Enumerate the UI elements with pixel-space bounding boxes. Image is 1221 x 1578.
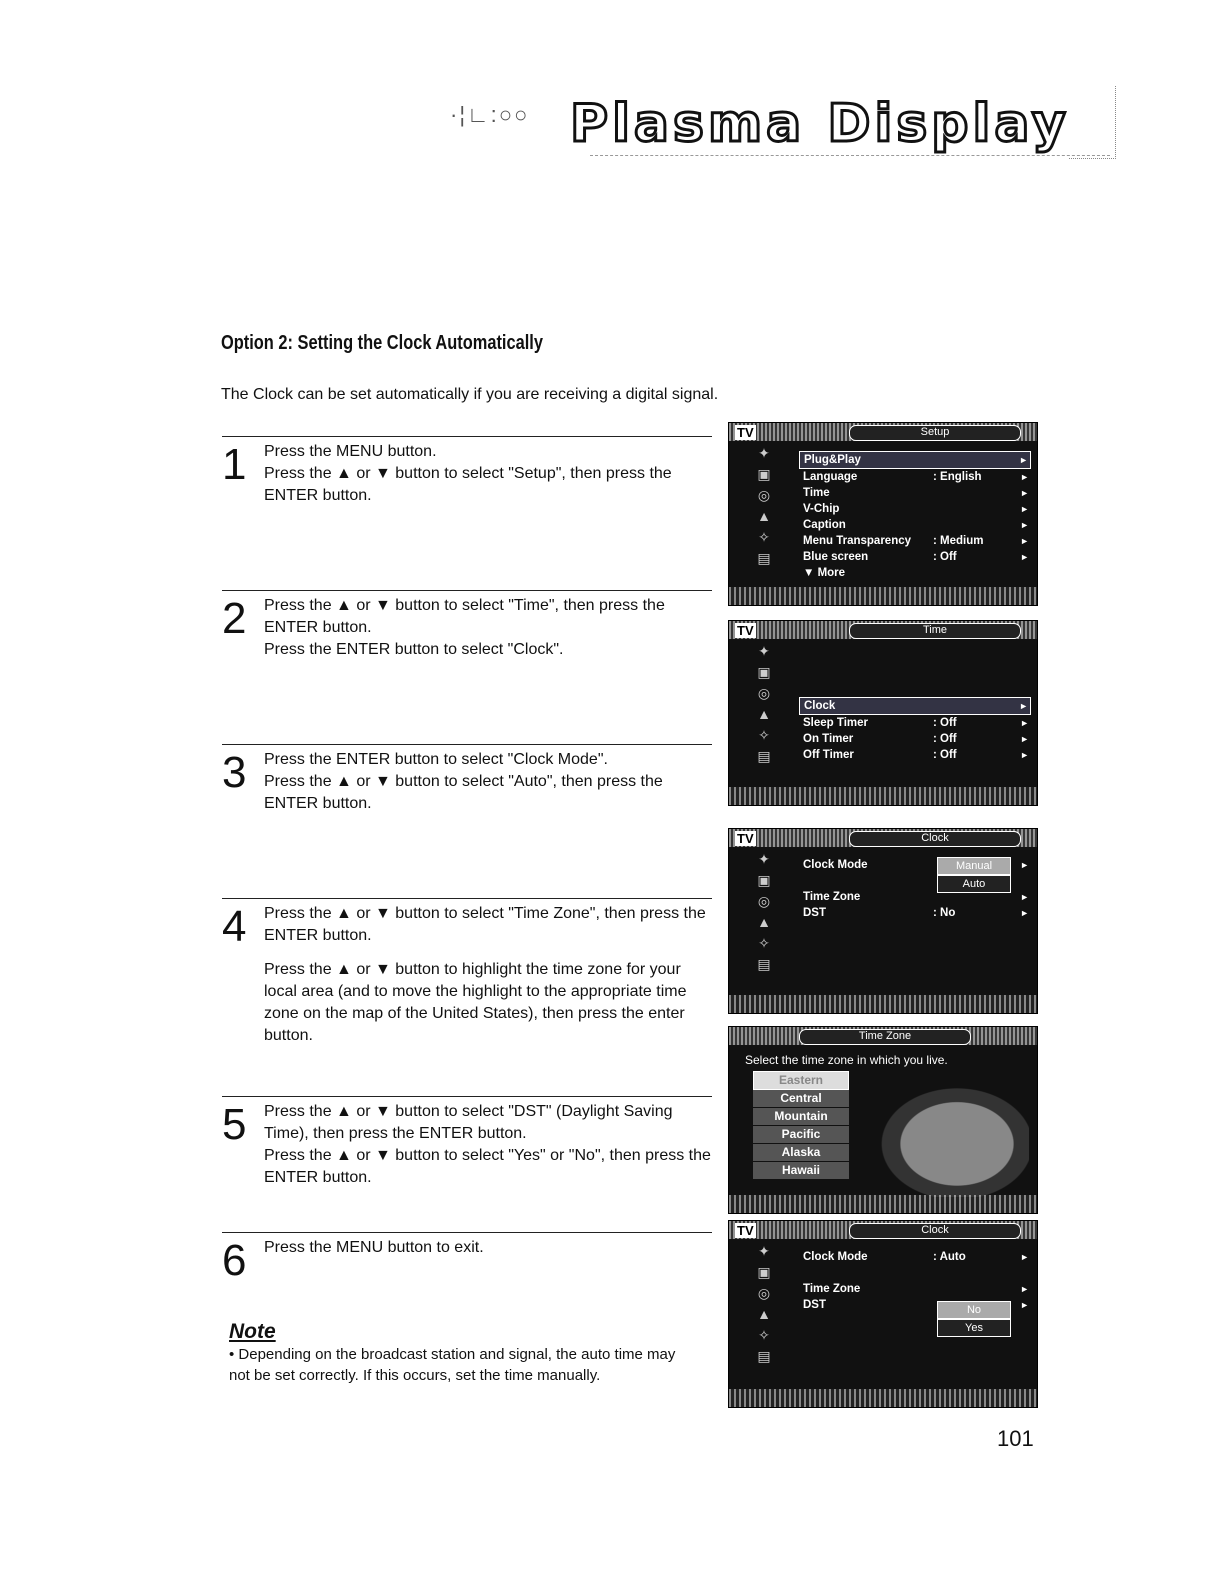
menu-label: ▼ More	[803, 567, 846, 579]
tv-icon: ▤	[757, 748, 771, 764]
picture-icon: ▣	[757, 872, 771, 888]
section-intro: The Clock can be set automatically if you are receiving a digital signal.	[221, 386, 719, 403]
tv-label: TV	[737, 425, 754, 440]
sound-icon: ◎	[757, 1285, 771, 1301]
input-icon: ✦	[758, 1243, 770, 1259]
zone-pacific[interactable]: Pacific	[753, 1126, 849, 1144]
menu-item-dst[interactable]	[799, 905, 1031, 921]
tv-label: TV	[737, 623, 754, 638]
tv-icon: ▤	[757, 1348, 771, 1364]
menu-item-time-zone[interactable]	[799, 1281, 1031, 1297]
menu-item-more[interactable]	[799, 565, 1031, 581]
menu-label: Sleep Timer	[803, 717, 868, 729]
tv-icon: ▤	[757, 956, 771, 972]
step-6	[222, 1232, 712, 1285]
screen-footer-bar	[729, 787, 1037, 805]
arrow-right-icon: ►	[1019, 455, 1028, 465]
menu-item-blue-screen[interactable]	[799, 549, 1031, 565]
screen-footer-bar	[729, 995, 1037, 1013]
arrow-right-icon: ►	[1020, 718, 1029, 728]
step-number: 2	[222, 594, 247, 643]
step-line: Press the ▲ or ▼ button to select "DST" (Daylight Saving Time), then press the ENTER button.	[264, 1103, 673, 1142]
note-text: • Depending on the broadcast station and signal, the auto time may not be set correctly. If this occurs, set the time manually.	[229, 1346, 676, 1384]
step-text	[264, 903, 714, 1047]
step-number: 5	[222, 1100, 247, 1149]
step-text	[264, 1101, 714, 1189]
arrow-right-icon: ►	[1020, 734, 1029, 744]
menu-value: : Off	[933, 717, 957, 729]
arrow-right-icon: ►	[1020, 892, 1029, 902]
note-title: Note	[229, 1320, 276, 1343]
header-banner	[450, 86, 1120, 168]
setup-icon: ✧	[758, 935, 770, 951]
menu-icon-column	[749, 851, 779, 977]
menu-label: Clock Mode	[803, 859, 868, 871]
step-line: Press the ▲ or ▼ button to highlight the time zone for your local area (and to move the highlight to the appropriate time zone on the map of the United States), then press the enter button.	[264, 961, 687, 1044]
us-time-zone-map[interactable]	[869, 1079, 1029, 1197]
zone-hawaii[interactable]: Hawaii	[753, 1162, 849, 1180]
zone-eastern[interactable]: Eastern	[753, 1071, 849, 1090]
zone-mountain[interactable]: Mountain	[753, 1108, 849, 1126]
screen-footer-bar	[729, 1195, 1037, 1213]
menu-value: : English	[933, 471, 982, 483]
menu-item-plug-play[interactable]	[799, 451, 1031, 469]
menu-tab-title: Time Zone	[799, 1029, 971, 1045]
menu-icon-column	[749, 1243, 779, 1369]
channel-icon: ▲	[757, 1306, 771, 1322]
menu-value: : No	[933, 907, 956, 919]
menu-label: Time	[803, 487, 830, 499]
arrow-right-icon: ►	[1020, 860, 1029, 870]
menu-item-clock[interactable]	[799, 697, 1031, 715]
menu-tab-title: Time	[849, 623, 1021, 639]
step-line: Press the MENU button to exit.	[264, 1239, 484, 1256]
menu-value: : Auto	[933, 1251, 966, 1263]
input-icon: ✦	[758, 851, 770, 867]
tv-icon: ▤	[757, 550, 771, 566]
step-line: Press the ▲ or ▼ button to select "Yes" or "No", then press the ENTER button.	[264, 1147, 711, 1186]
zone-central[interactable]: Central	[753, 1090, 849, 1108]
menu-item-clock-mode[interactable]	[799, 1249, 1031, 1281]
dst-option-yes[interactable]: Yes	[937, 1319, 1011, 1337]
menu-label: DST	[803, 907, 826, 919]
step-line: Press the MENU button.	[264, 443, 437, 460]
menu-label: Clock	[804, 700, 836, 712]
step-text	[264, 1237, 714, 1259]
step-text	[264, 441, 714, 507]
menu-label: On Timer	[803, 733, 854, 745]
setup-icon: ✧	[758, 1327, 770, 1343]
menu-tab-title: Clock	[849, 1223, 1021, 1239]
menu-item-off-timer[interactable]	[799, 747, 1031, 763]
step-4	[222, 898, 712, 1044]
channel-icon: ▲	[757, 706, 771, 722]
screen-time-menu	[728, 620, 1038, 806]
menu-item-menu-transparency[interactable]	[799, 533, 1031, 549]
menu-tab-title: Setup	[849, 425, 1021, 441]
screen-footer-bar	[729, 587, 1037, 605]
menu-item-time[interactable]	[799, 485, 1031, 501]
arrow-right-icon: ►	[1020, 908, 1029, 918]
clock-mode-option-auto[interactable]: Auto	[937, 875, 1011, 893]
menu-label: Time Zone	[803, 891, 861, 903]
menu-icon-column	[749, 445, 779, 571]
menu-item-caption[interactable]	[799, 517, 1031, 533]
channel-icon: ▲	[757, 914, 771, 930]
menu-value: : Off	[933, 551, 957, 563]
step-text	[264, 749, 714, 815]
tv-label: TV	[737, 1223, 754, 1238]
arrow-right-icon: ►	[1020, 472, 1029, 482]
step-number: 1	[222, 440, 247, 489]
menu-value: : Off	[933, 733, 957, 745]
step-line: Press the ▲ or ▼ button to select "Auto", then press the ENTER button.	[264, 773, 663, 812]
step-5	[222, 1096, 712, 1186]
menu-item-sleep-timer[interactable]	[799, 715, 1031, 731]
banner-corner-graphic	[1069, 86, 1116, 159]
arrow-right-icon: ►	[1020, 1252, 1029, 1262]
menu-label: Clock Mode	[803, 1251, 868, 1263]
banner-decoration: ·¦∟:○○	[450, 102, 530, 127]
picture-icon: ▣	[757, 664, 771, 680]
screen-clock-menu-dst	[728, 1220, 1038, 1408]
arrow-right-icon: ►	[1020, 750, 1029, 760]
page-title: Plasma Display	[570, 94, 1070, 154]
menu-value: : Medium	[933, 535, 984, 547]
menu-label: Blue screen	[803, 551, 869, 563]
step-line: Press the ENTER button to select "Clock Mode".	[264, 751, 608, 768]
setup-icon: ✧	[758, 529, 770, 545]
screen-setup-menu	[728, 422, 1038, 606]
menu-label: Plug&Play	[804, 454, 861, 466]
setup-menu-list	[799, 451, 1031, 581]
zone-alaska[interactable]: Alaska	[753, 1144, 849, 1162]
setup-icon: ✧	[758, 727, 770, 743]
tv-label: TV	[737, 831, 754, 846]
step-3	[222, 744, 712, 812]
arrow-right-icon: ►	[1020, 552, 1029, 562]
step-number: 6	[222, 1236, 247, 1285]
time-zone-prompt: Select the time zone in which you live.	[745, 1053, 948, 1067]
step-line: Press the ▲ or ▼ button to select "Setup", then press the ENTER button.	[264, 465, 672, 504]
screen-clock-menu-mode	[728, 828, 1038, 1014]
dst-option-no[interactable]: No	[937, 1301, 1011, 1319]
arrow-right-icon: ►	[1020, 520, 1029, 530]
input-icon: ✦	[758, 445, 770, 461]
sound-icon: ◎	[757, 685, 771, 701]
input-icon: ✦	[758, 643, 770, 659]
menu-item-v-chip[interactable]	[799, 501, 1031, 517]
step-2	[222, 590, 712, 658]
arrow-right-icon: ►	[1019, 701, 1028, 711]
step-text	[264, 595, 714, 661]
menu-tab-title: Clock	[849, 831, 1021, 847]
menu-label: Language	[803, 471, 858, 483]
picture-icon: ▣	[757, 466, 771, 482]
channel-icon: ▲	[757, 508, 771, 524]
arrow-right-icon: ►	[1020, 1300, 1029, 1310]
menu-item-on-timer[interactable]	[799, 731, 1031, 747]
note-body	[229, 1344, 699, 1386]
screen-footer-bar	[729, 1389, 1037, 1407]
time-menu-list	[799, 697, 1031, 763]
sound-icon: ◎	[757, 487, 771, 503]
step-1	[222, 436, 712, 504]
arrow-right-icon: ►	[1020, 1284, 1029, 1294]
menu-label: Caption	[803, 519, 846, 531]
section-heading: Option 2: Setting the Clock Automatically	[221, 332, 543, 354]
time-zone-list	[753, 1071, 849, 1180]
step-line: Press the ▲ or ▼ button to select "Time Zone", then press the ENTER button.	[264, 905, 706, 944]
arrow-right-icon: ►	[1020, 536, 1029, 546]
arrow-right-icon: ►	[1020, 504, 1029, 514]
menu-item-language[interactable]	[799, 469, 1031, 485]
menu-label: Time Zone	[803, 1283, 861, 1295]
screen-time-zone	[728, 1026, 1038, 1214]
menu-label: Off Timer	[803, 749, 854, 761]
sound-icon: ◎	[757, 893, 771, 909]
step-line: Press the ▲ or ▼ button to select "Time", then press the ENTER button.	[264, 597, 665, 636]
menu-label: V-Chip	[803, 503, 840, 515]
menu-icon-column	[749, 643, 779, 769]
menu-value: : Off	[933, 749, 957, 761]
step-number: 3	[222, 748, 247, 797]
menu-label: Menu Transparency	[803, 535, 912, 547]
step-number: 4	[222, 902, 247, 951]
picture-icon: ▣	[757, 1264, 771, 1280]
menu-label: DST	[803, 1299, 826, 1311]
arrow-right-icon: ►	[1020, 488, 1029, 498]
step-line: Press the ENTER button to select "Clock".	[264, 641, 564, 658]
clock-mode-option-manual[interactable]: Manual	[937, 857, 1011, 875]
banner-underline	[590, 155, 1110, 156]
page-number: 101	[997, 1426, 1034, 1451]
